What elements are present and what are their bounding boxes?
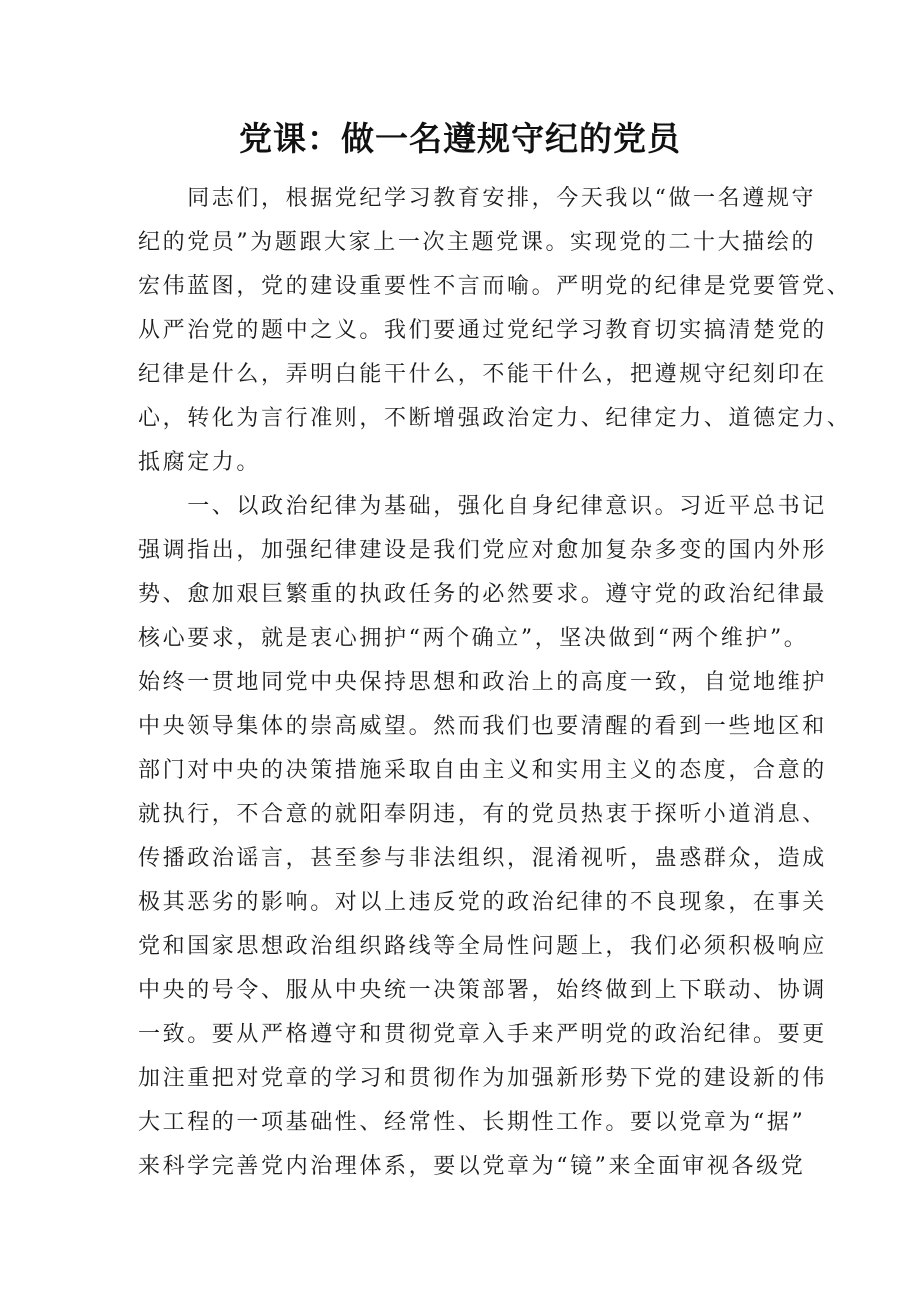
text-line: 中央领导集体的崇高威望。然而我们也要清醒的看到一些地区和 xyxy=(138,714,827,739)
document-title: 党课：做一名遵规守纪的党员 xyxy=(239,119,681,158)
text-line: 传播政治谣言，甚至参与非法组织，混淆视听，蛊惑群众，造成 xyxy=(138,846,827,871)
text-line: 势、愈加艰巨繁重的执政任务的必然要求。遵守党的政治纪律最 xyxy=(138,582,827,607)
text-line: 纪的党员”为题跟大家上一次主题党课。实现党的二十大描绘的 xyxy=(138,230,817,255)
text-line: 同志们，根据党纪学习教育安排，今天我以“做一名遵规守 xyxy=(138,186,817,211)
text-line: 党和国家思想政治组织路线等全局性问题上，我们必须积极响应 xyxy=(138,934,827,959)
text-line: 加注重把对党章的学习和贯彻作为加强新形势下党的建设新的伟 xyxy=(138,1066,827,1091)
text-line: 就执行，不合意的就阳奉阴违，有的党员热衷于探听小道消息、 xyxy=(138,802,827,827)
text-line: 从严治党的题中之义。我们要通过党纪学习教育切实搞清楚党的 xyxy=(138,318,827,343)
text-line: 一致。要从严格遵守和贯彻党章入手来严明党的政治纪律。要更 xyxy=(138,1022,827,1047)
text-line: 心，转化为言行准则，不断增强政治定力、纪律定力、道德定力、 xyxy=(138,406,852,431)
text-line: 极其恶劣的影响。对以上违反党的政治纪律的不良现象，在事关 xyxy=(138,890,827,915)
text-line: 始终一贯地同党中央保持思想和政治上的高度一致，自觉地维护 xyxy=(138,670,827,695)
text-line: 宏伟蓝图，党的建设重要性不言而喻。严明党的纪律是党要管党、 xyxy=(138,274,852,299)
text-line: 核心要求，就是衷心拥护“两个确立”，坚决做到“两个维护”。 xyxy=(138,626,809,651)
text-line: 纪律是什么，弄明白能干什么，不能干什么，把遵规守纪刻印在 xyxy=(138,362,827,387)
text-line: 强调指出，加强纪律建设是我们党应对愈加复杂多变的国内外形 xyxy=(138,538,827,563)
text-line: 部门对中央的决策措施采取自由主义和实用主义的态度，合意的 xyxy=(138,758,827,783)
text-line: 抵腐定力。 xyxy=(138,450,262,475)
text-line: 大工程的一项基础性、经常性、长期性工作。要以党章为“据” xyxy=(138,1110,806,1135)
document-body xyxy=(138,177,852,1189)
text-line: 一、以政治纪律为基础，强化自身纪律意识。习近平总书记 xyxy=(138,494,827,519)
text-line: 来科学完善党内治理体系，要以党章为“镜”来全面审视各级党 xyxy=(138,1154,806,1179)
text-line: 中央的号令、服从中央统一决策部署，始终做到上下联动、协调 xyxy=(138,978,827,1003)
